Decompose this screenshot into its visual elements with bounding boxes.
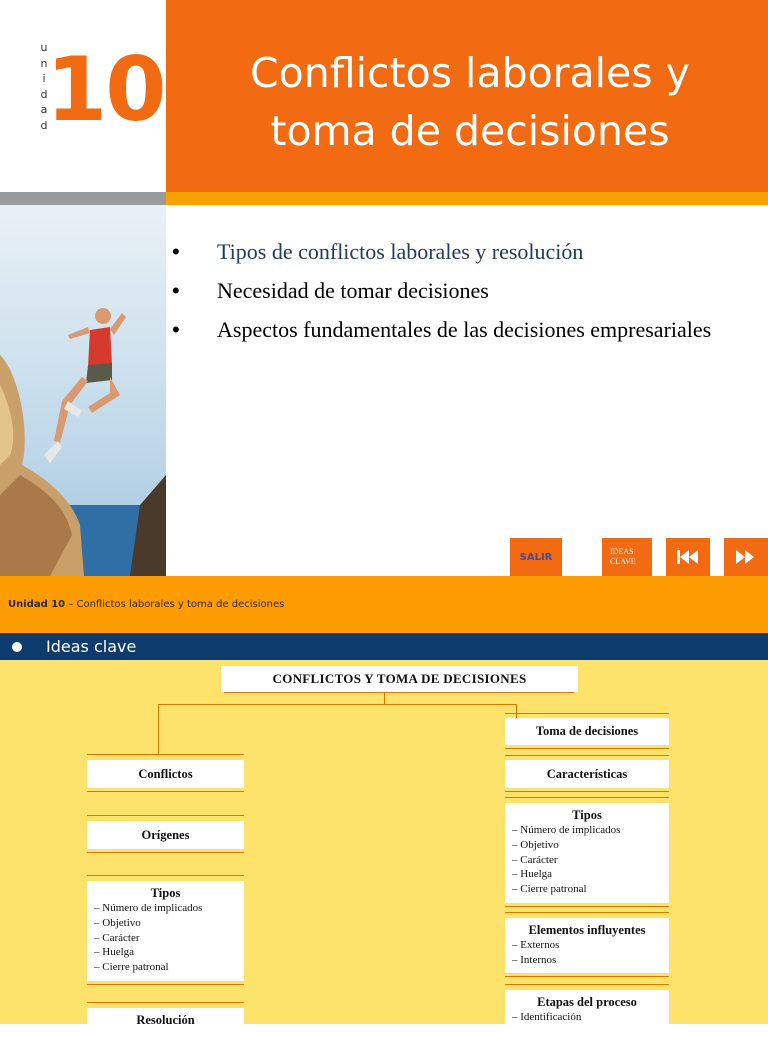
divider [87,1002,244,1003]
section-title: Ideas clave [46,637,137,656]
divider [505,713,669,714]
slide-title-line: toma de decisiones [270,107,670,155]
ideas-clave-label: CLAVE [610,557,636,566]
bullet-item [172,275,752,306]
slide-title-line: Conflictos laborales y [250,49,690,97]
toma-decisiones-node [505,718,669,745]
toma-decisiones-label: Toma de decisiones [535,724,639,738]
slide-title [190,44,750,160]
bullet-dot: • [172,278,180,303]
caracteristicas-node [505,760,669,788]
elementos-node [505,918,669,973]
list-item: – Objetivo [512,838,559,851]
list-item: – Huelga [512,868,553,881]
divider [505,755,669,756]
unidad-letter: n [40,56,48,70]
elementos-title: Elementos influyentes [528,923,646,937]
divider [505,976,669,977]
unit-number: 10 [46,38,165,141]
list-item: – Número de implicados [512,824,621,836]
left-tipos-title: Tipos [150,886,181,900]
gray-strip [0,192,166,205]
list-item: – Externos [512,939,560,951]
etapas-title: Etapas del proceso [537,995,637,1009]
divider [505,748,669,749]
origenes-label: Orígenes [141,827,190,842]
list-item: – Cierre patronal [94,961,169,974]
list-item: – Internos [512,953,557,966]
divider [505,984,669,985]
footer-caption [8,599,284,610]
previous-button[interactable] [666,538,710,576]
unidad-letter: i [42,72,46,85]
connector-line [384,692,385,704]
resolucion-label: Resolución [136,1013,195,1027]
ideas-clave-button[interactable] [602,538,652,576]
left-tipos-node [87,881,244,981]
connector-line [224,692,574,693]
list-item: – Huelga [94,946,135,959]
bullet-text: Necesidad de tomar decisiones [217,278,489,303]
unidad-letter: d [40,118,48,132]
divider [87,815,244,816]
root-node-label: CONFLICTOS Y TOMA DE DECISIONES [272,671,527,686]
divider [87,791,244,792]
unidad-letter: u [40,41,48,54]
divider [87,984,244,985]
divider [87,875,244,876]
orange-strip [166,192,768,205]
bullet-dot: • [172,239,180,264]
conflictos-label: Conflictos [138,766,193,781]
connector-line [516,704,517,718]
right-tipos-title: Tipos [572,808,602,822]
divider [505,797,669,798]
list-item: – Carácter [512,853,558,866]
connector-line [158,704,159,754]
bullet-item [172,236,752,267]
salir-label: SALIR [519,551,553,563]
divider [505,912,669,913]
resolucion-node [87,1008,244,1038]
divider [87,754,244,755]
etapas-node [505,990,669,1030]
jumping-man-photo [0,205,166,576]
unidad-letter: d [40,87,48,101]
origenes-node [87,821,244,849]
conflictos-node [87,760,244,788]
list-item: – Número de implicados [94,902,203,914]
divider [505,906,669,907]
caracteristicas-label: Características [546,766,628,781]
list-item: – Cierre patronal [512,883,587,896]
section-bullet-icon [0,633,36,660]
salir-button[interactable] [510,538,562,576]
root-node [221,666,578,692]
ideas-clave-label: IDEAS [610,547,634,556]
right-tipos-node [505,803,669,903]
fast-forward-icon [736,550,756,564]
bullet-item [172,314,752,345]
diagram-canvas [0,660,768,1027]
divider [87,852,244,853]
list-item: – Objetivo [94,916,141,929]
unidad-letter: a [40,103,48,116]
list-item: – Identificación [512,1011,582,1023]
bullet-text: Aspectos fundamentales de las decisiones empresariales [217,317,712,342]
bullet-dot: • [172,317,180,342]
bullet-list [172,236,752,353]
bullet-text: Tipos de conflictos laborales y resolución [217,239,584,264]
rewind-icon [677,550,699,564]
caption-unit: Unidad 10 [8,599,66,610]
connector-line [158,704,516,705]
caption-text: – Conflictos laborales y toma de decisiones [65,599,285,610]
divider [505,791,669,792]
next-button[interactable] [724,538,768,576]
list-item: – Carácter [94,931,140,944]
